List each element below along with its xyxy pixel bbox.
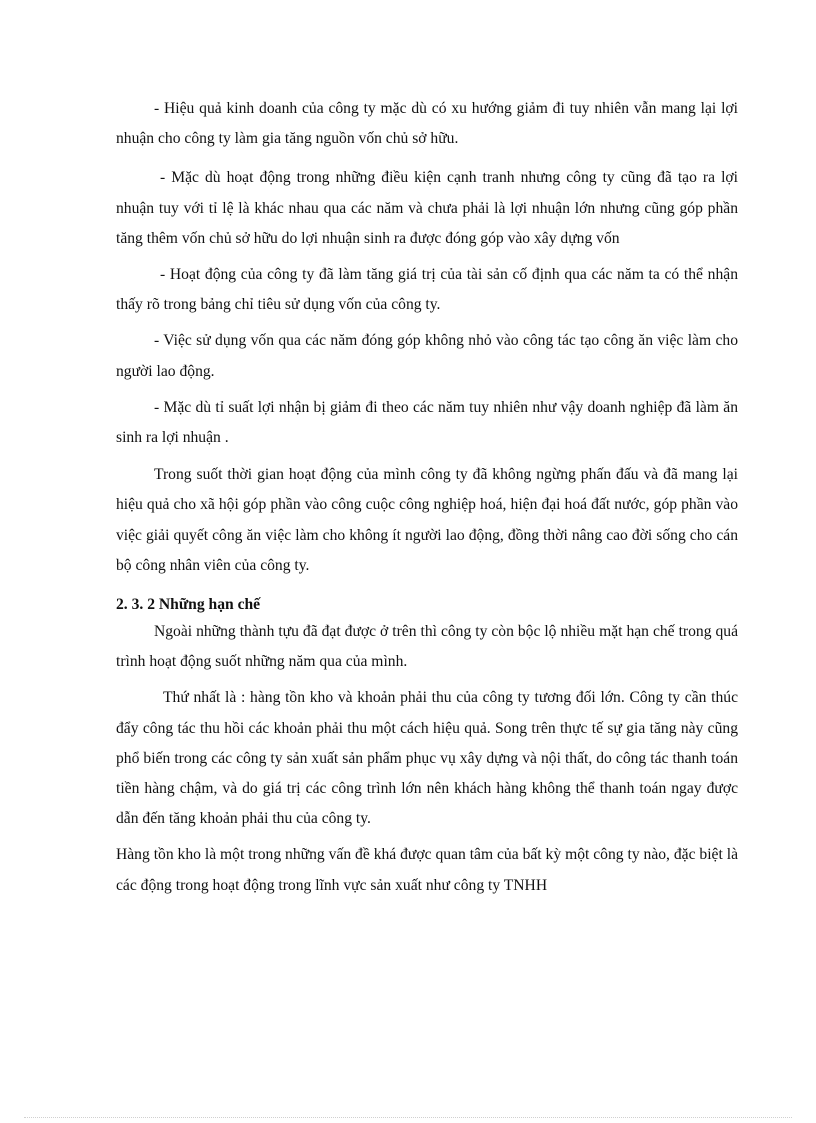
paragraph-inventory: Hàng tồn kho là một trong những vấn đề khá được quan tâm của bất kỳ một công ty nào, đặc biệt là các động trong hoạt động trong lĩnh vực sản xuất như công ty TNHH <box>116 846 738 894</box>
section-heading: 2. 3. 2 Những hạn chế <box>116 596 261 614</box>
paragraph-achievements: Trong suốt thời gian hoạt động của mình công ty đã không ngừng phấn đấu và đã mang lại hiệu quả cho xã hội góp phần vào công cuộc công nghiệp hoá, hiện đại hoá đất nước, góp phần vào việc giải quyết công ăn việc làm cho không ít người lao động, đồng thời nâng cao đời sống cho cán bộ công nhân viên của công ty. <box>116 466 738 574</box>
document-body <box>116 94 738 901</box>
paragraph-inventory-receivables: Thứ nhất là : hàng tồn kho và khoản phải thu của công ty tương đối lớn. Công ty cần thúc đẩy công tác thu hồi các khoản phải thu một cách hiệu quả. Song trên thực tế sự gia tăng này cũng phổ biến trong các công ty sản xuất sản phẩm phục vụ xây dựng và nội thất, do công tác thanh toán tiền hàng chậm, và do giá trị các công trình lớn nên khách hàng không thể thanh toán ngay được dẫn đến tăng khoản phải thu của công ty. <box>116 689 738 828</box>
paragraph-profit-trend: - Hiệu quả kinh doanh của công ty mặc dù có xu hướng giảm đi tuy nhiên vẫn mang lại lợi nhuận cho công ty làm gia tăng nguồn vốn chủ sở hữu. <box>116 100 738 148</box>
paragraph-fixed-assets: - Hoạt động của công ty đã làm tăng giá trị của tài sản cố định qua các năm ta có thể nhận thấy rõ trong bảng chỉ tiêu sử dụng vốn của công ty. <box>116 266 738 314</box>
paragraph-competition: - Mặc dù hoạt động trong những điều kiện cạnh tranh nhưng công ty cũng đã tạo ra lợi nhuận tuy với tỉ lệ là khác nhau qua các năm và chưa phải là lợi nhuận lớn nhưng cũng góp phần tăng thêm vốn chủ sở hữu do lợi nhuận sinh ra được đóng góp vào xây dựng vốn <box>116 169 738 247</box>
paragraph-employment: - Việc sử dụng vốn qua các năm đóng góp không nhỏ vào công tác tạo công ăn việc làm cho người lao động. <box>116 332 738 380</box>
paragraph-profit-rate: - Mặc dù tỉ suất lợi nhận bị giảm đi theo các năm tuy nhiên như vậy doanh nghiệp đã làm ăn sinh ra lợi nhuận . <box>116 398 738 447</box>
paragraph-limitations-intro: Ngoài những thành tựu đã đạt được ở trên thì công ty còn bộc lộ nhiều mặt hạn chế trong quá trình hoạt động suốt những năm qua của mình. <box>116 623 738 671</box>
page-bottom-divider <box>24 1117 792 1118</box>
